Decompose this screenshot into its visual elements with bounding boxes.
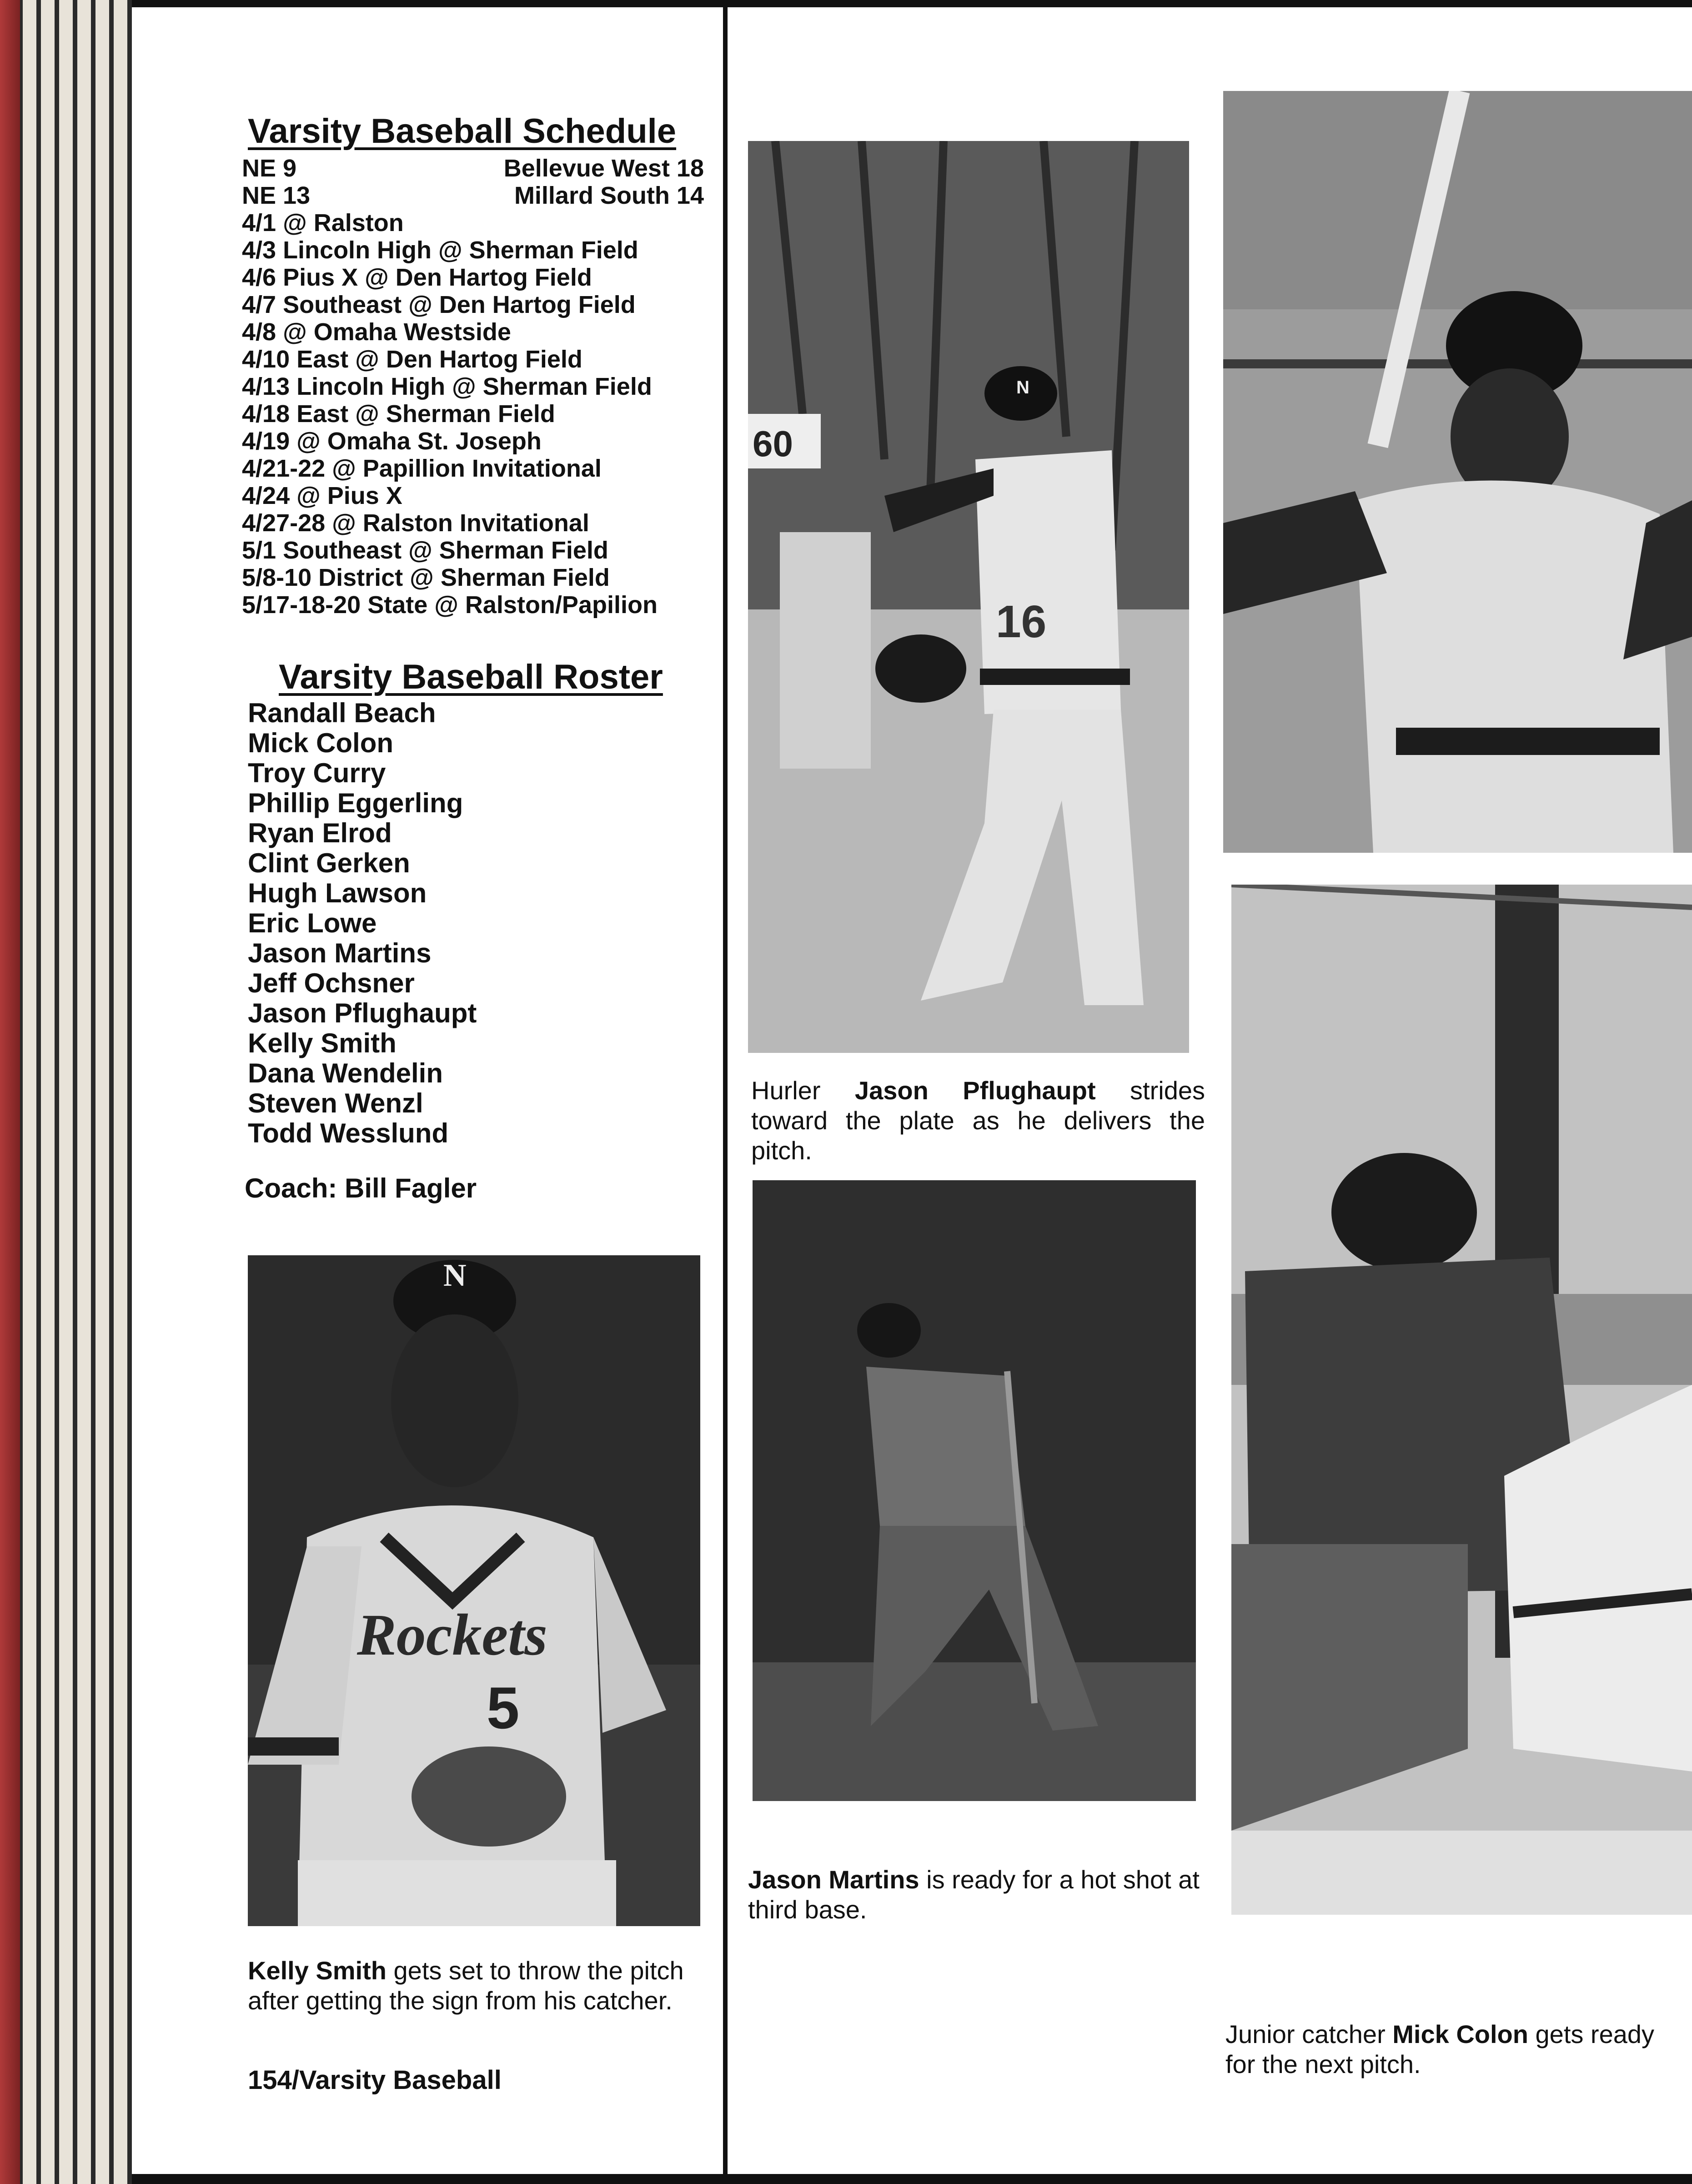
schedule-result-ne-score: NE 9 (242, 155, 297, 182)
schedule-game: 5/17-18-20 State @ Ralston/Papilion (242, 591, 658, 619)
schedule-game: 4/24 @ Pius X (242, 482, 402, 509)
schedule-game: 4/7 Southeast @ Den Hartog Field (242, 291, 636, 318)
caption-pflughaupt-lead: Hurler (751, 1076, 855, 1105)
photo-kelly-smith (248, 1255, 700, 1926)
roster-player: Phillip Eggerling (248, 788, 463, 818)
caption-kelly-name: Kelly Smith (248, 1956, 387, 1985)
cap-logo: N (443, 1258, 467, 1293)
caption-martins-name: Jason Martins (748, 1865, 919, 1894)
schedule-game: 4/27-28 @ Ralston Invitational (242, 509, 589, 537)
caption-kelly-smith (248, 1956, 703, 2016)
roster-player: Clint Gerken (248, 848, 410, 878)
caption-pflughaupt-text: strides toward the plate as he delivers the pitch. (751, 1076, 1205, 1165)
book-cover-edge (0, 0, 20, 2184)
jersey-lettering: Rockets (357, 1602, 547, 1668)
roster-player: Jason Martins (248, 938, 432, 968)
roster-player: Steven Wenzl (248, 1088, 423, 1118)
jersey-number: 16 (996, 596, 1047, 647)
column-divider (723, 7, 728, 2175)
schedule-heading: Varsity Baseball Schedule (248, 112, 677, 151)
schedule-game: 4/13 Lincoln High @ Sherman Field (242, 373, 652, 400)
coach-label: Coach: Bill Fagler (245, 1173, 477, 1203)
schedule-game: 4/6 Pius X @ Den Hartog Field (242, 264, 592, 291)
cap-logo: N (1016, 377, 1029, 398)
roster-player: Hugh Lawson (248, 878, 427, 908)
caption-martins-text: is ready for a hot shot at third base. (748, 1865, 1200, 1924)
caption-colon-text: gets ready for the next pitch. (1225, 2020, 1655, 2078)
roster-player: Randall Beach (248, 698, 436, 728)
schedule-game: 5/1 Southeast @ Sherman Field (242, 537, 608, 564)
sign-number: 60 (753, 423, 793, 464)
roster-player: Jeff Ochsner (248, 968, 415, 998)
photo-batter (1223, 91, 1692, 853)
roster-player: Kelly Smith (248, 1028, 397, 1058)
schedule-result-opponent-score: Millard South 14 (514, 182, 704, 209)
schedule-game: 4/19 @ Omaha St. Joseph (242, 428, 542, 455)
schedule-game: 4/10 East @ Den Hartog Field (242, 346, 582, 373)
bottom-border (132, 2174, 1692, 2184)
photo-jason-pflughaupt (748, 141, 1189, 1053)
roster-player: Dana Wendelin (248, 1058, 443, 1088)
schedule-game: 4/8 @ Omaha Westside (242, 318, 511, 346)
roster-player: Jason Pflughaupt (248, 998, 477, 1028)
caption-mick-colon (1225, 2019, 1689, 2079)
page-footer: 154/Varsity Baseball (248, 2065, 502, 2095)
caption-colon-name: Mick Colon (1392, 2020, 1528, 2048)
roster-player: Eric Lowe (248, 908, 377, 938)
caption-jason-martins (748, 1865, 1203, 1925)
schedule-result-opponent-score: Bellevue West 18 (503, 155, 704, 182)
roster-player: Ryan Elrod (248, 818, 392, 848)
caption-colon-lead: Junior catcher (1225, 2020, 1393, 2048)
schedule-game: 4/21-22 @ Papillion Invitational (242, 455, 602, 482)
jersey-number: 5 (487, 1675, 520, 1741)
schedule-game: 4/3 Lincoln High @ Sherman Field (242, 237, 638, 264)
caption-pflughaupt-name: Jason Pflughaupt (854, 1076, 1096, 1105)
schedule-game: 4/18 East @ Sherman Field (242, 400, 555, 428)
schedule-result-ne-score: NE 13 (242, 182, 311, 209)
top-border (132, 0, 1692, 7)
roster-heading: Varsity Baseball Roster (279, 658, 663, 696)
caption-kelly-text: gets set to throw the pitch after getting the sign from his catcher. (248, 1956, 684, 2015)
photo-jason-martins (753, 1180, 1196, 1801)
roster-player: Todd Wesslund (248, 1118, 449, 1148)
schedule-game: 4/1 @ Ralston (242, 209, 404, 237)
roster-player: Troy Curry (248, 758, 386, 788)
caption-jason-pflughaupt (751, 1076, 1205, 1166)
schedule-game: 5/8-10 District @ Sherman Field (242, 564, 610, 591)
photo-mick-colon (1231, 885, 1692, 1915)
roster-player: Mick Colon (248, 728, 394, 758)
